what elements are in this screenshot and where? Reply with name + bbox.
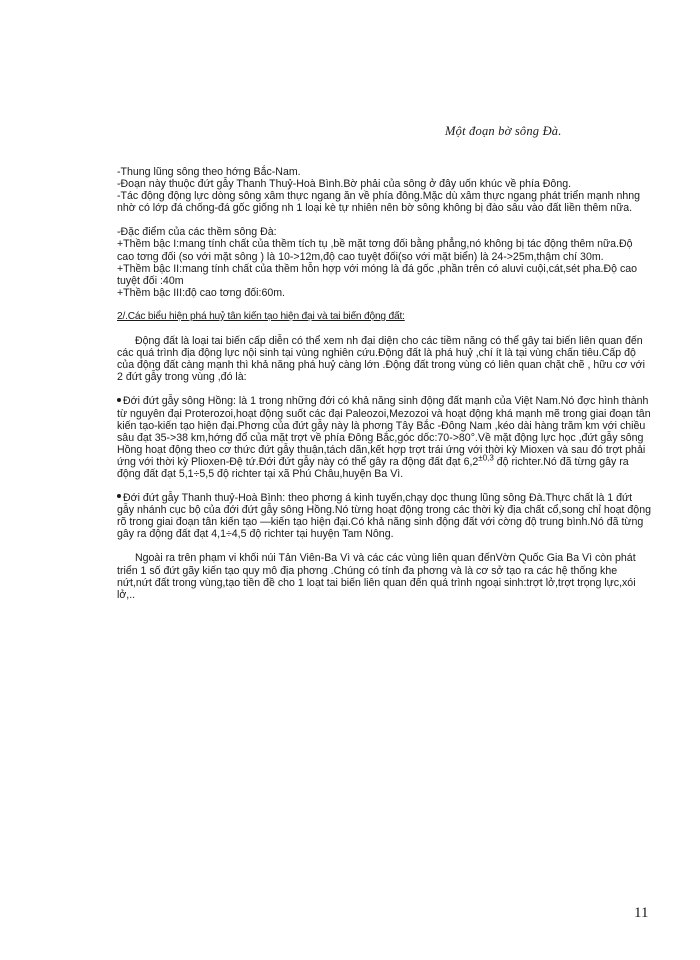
- magnitude-tolerance: ±0,3: [478, 453, 494, 463]
- terrace-item-1: +Thềm bậc I:mang tính chất của thềm tích tụ ,bề mặt tơng đối bằng phẳng,nó không bị tác động thêm nữa.Độ cao tơng đối (so với mặt sông ) là 10->12m,độ cao tuyệt đối(so với mặt biển) là 24->25m,thậm chí 30m.: [117, 238, 633, 263]
- page-number: 11: [634, 905, 649, 921]
- image-caption: Một đoạn bờ sông Đà.: [445, 124, 562, 138]
- bullet-song-hong-text: Đới đứt gẫy sông Hồng: là 1 trong những đới có khả năng sinh động đất mạnh của Việt Nam.Nó đợc hình thành từ nguyên đại Proterozoi,hoạt động suốt các đại Paleozoi,Mezozoi và hoạt động khá mạnh mẽ trong giai đoạn tân kiến tạo-kiến tạo hiện đại.Phơng của đứt gẫy này là phơng Tây Bắc -Đông Nam ,kéo dài hàng trăm km với chiều sâu đạt 35->38 km,hớng đổ của mặt trợt về phía Đông Bắc,góc dốc:70->80°.Về mặt động lực học ,đứt gẫy sông Hồng hoạt động theo cơ thức đứt gẫy thuận,tách dãn,kết hợp trợt trái ứng với thời kỳ Mioxen và sau đó trợt phải ứng với thời kỳ Plioxen-Đệ tứ.Đới đứt gẫy này có thể gây ra động đất đạt 6,2: [117, 395, 651, 468]
- section-heading: 2/.Các biểu hiện phá huỷ tân kiến tạo hiện đại và tai biến động đất:: [117, 310, 405, 322]
- document-body: [117, 166, 652, 601]
- bullet-thanh-thuy-text: Đới đứt gẫy Thanh thuỷ-Hoà Bình: theo phơng á kinh tuyến,chạy dọc thung lũng sông Đà.Thực chất là 1 đứt gẫy nhánh cục bộ của đới đứt gẫy sông Hồng.Nó từng hoạt động trong các thời kỳ địa chất cổ,song chỉ hoạt động rõ trong giai đoạn tân kiến tạo —kiến tạo hiện đại.Có khả năng sinh động đất với cờng độ trung bình.Nó đã từng gây ra động đất đạt 4,1÷4,5 độ richter tại huyện Tam Nông.: [117, 492, 651, 541]
- paragraph-valley-direction: -Thung lũng sông theo hớng Bắc-Nam.: [117, 166, 301, 178]
- paragraph-fault-section: -Đoạn này thuộc đứt gẫy Thanh Thuỷ-Hoà Bình.Bờ phải của sông ở đây uốn khúc về phía Đông.: [117, 178, 572, 191]
- bullet-icon: [117, 494, 121, 498]
- bullet-song-hong-fault: [117, 395, 652, 480]
- bullet-icon: [117, 398, 121, 402]
- paragraph-local-faults: Ngoài ra trên phạm vi khối núi Tản Viên-Ba Vì và các các vùng liên quan đếnVờn Quốc Gia Ba Vì còn phát triển 1 số đứt gãy kiến tạo quy mô địa phơng .Chúng có tính đa phơng và là cơ sở tạo ra các hệ thống khe nứt,nứt đất trong vùng,tạo tiền đề cho 1 loạt tai biến liên quan đến quá trình ngoại sinh:trợt lở,trợt trọng lực,xói lở,..: [117, 552, 636, 601]
- paragraph-earthquake-intro: Động đất là loại tai biến cấp diễn có thể xem nh đại diện cho các tiềm năng có thể gây tai biến liên quan đến các quá trình địa động lực nội sinh tại vùng nghiên cứu.Động đất là phá huỷ ,chí ít là tại vùng chấn tiêu.Cấp độ của động đất càng mạnh thì khả năng phá huỷ càng lớn .Động đất trong vùng có liên quan chặt chẽ , hữu cơ với 2 đứt gẫy trong vùng ,đó là:: [117, 335, 645, 384]
- terraces-title: -Đặc điểm của các thềm sông Đà:: [117, 226, 277, 239]
- terrace-item-2: +Thềm bậc II:mang tính chất của thềm hỗn hợp với móng là đá gốc ,phần trên có aluvi cuội,cát,sét pha.Độ cao tuyệt đối :40m: [117, 262, 638, 287]
- bullet-song-hong-tail: độ richter.Nó đã từng gây ra động đất đạt 5,1÷5,5 độ richter tại xã Phú Châu,huyện Ba Vì.: [117, 455, 629, 480]
- paragraph-erosion: -Tác động động lực dòng sông xâm thực ngang ăn về phía đông.Mặc dù xâm thực ngang phát triển mạnh nhng nhờ có lớp đá chống-đá gốc giống nh 1 loại kè tự nhiên nên bờ sông không bị đào sâu vào đất liền thêm nữa.: [117, 190, 641, 215]
- terrace-item-3: +Thềm bậc III:độ cao tơng đối:60m.: [117, 286, 286, 299]
- bullet-thanh-thuy-fault: [117, 492, 652, 540]
